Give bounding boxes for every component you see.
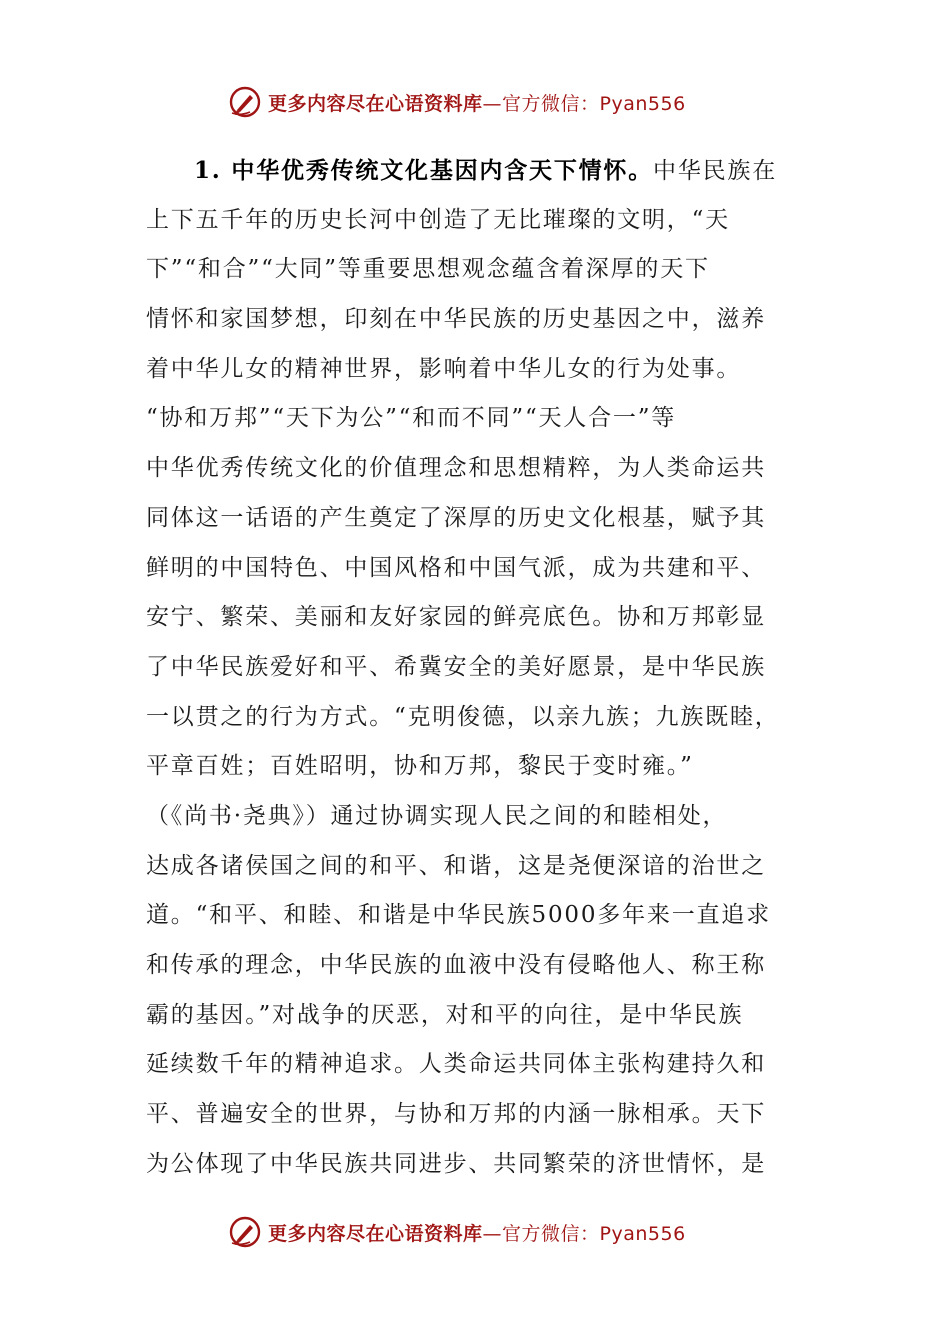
pen-seal-logo-icon — [228, 85, 262, 119]
text-line: 延续数千年的精神追求。人类命运共同体主张构建持久和 — [146, 1051, 766, 1078]
pen-seal-logo-icon — [228, 1215, 262, 1249]
text-line: 下”“和合”“大同”等重要思想观念蕴含着深厚的天下 — [146, 256, 710, 283]
text-line: 为公体现了中华民族共同进步、共同繁荣的济世情怀，是 — [146, 1150, 766, 1177]
document-body — [146, 146, 806, 1189]
banner-text — [268, 89, 686, 116]
text-line: 鲜明的中国特色、中国风格和中国气派，成为共建和平、 — [146, 554, 766, 581]
text-line: 平、普遍安全的世界，与协和万邦的内涵一脉相承。天下 — [146, 1101, 766, 1128]
banner-rest: —官方微信：Pyan556 — [482, 1222, 686, 1245]
text-line: 上下五千年的历史长河中创造了无比璀璨的文明，“天 — [146, 206, 730, 233]
text-line: （《尚书·尧典》）通过协调实现人民之间的和睦相处， — [146, 802, 728, 829]
header-banner — [228, 84, 686, 120]
text-line: 了中华民族爱好和平、希冀安全的美好愿景，是中华民族 — [146, 653, 766, 680]
text-line: 安宁、繁荣、美丽和友好家园的鲜亮底色。协和万邦彰显 — [146, 604, 766, 631]
banner-lead: 更多内容尽在心语资料库 — [268, 1222, 483, 1245]
banner-lead: 更多内容尽在心语资料库 — [268, 92, 483, 115]
section-heading: 1. 中华优秀传统文化基因内含天下情怀。 — [194, 157, 654, 184]
text-line: 一以贯之的行为方式。“克明俊德，以亲九族；九族既睦， — [146, 703, 780, 730]
text-line: 着中华儿女的精神世界，影响着中华儿女的行为处事。 — [146, 355, 742, 382]
text-line: 平章百姓；百姓昭明，协和万邦，黎民于变时雍。” — [146, 753, 694, 780]
text-line: 道。“和平、和睦、和谐是中华民族5000多年来一直追求 — [146, 902, 771, 929]
text-line — [146, 146, 806, 196]
banner-text — [268, 1219, 686, 1246]
text-line: 同体这一话语的产生奠定了深厚的历史文化根基，赋予其 — [146, 504, 766, 531]
footer-banner — [228, 1214, 686, 1250]
text-line: 霸的基因。”对战争的厌恶，对和平的向往，是中华民族 — [146, 1001, 744, 1028]
banner-rest: —官方微信：Pyan556 — [482, 92, 686, 115]
heading-line-rest: 中华民族在 — [653, 158, 778, 184]
text-line: 达成各诸侯国之间的和平、和谐，这是尧便深谙的治世之 — [146, 852, 766, 879]
text-line: 中华优秀传统文化的价值理念和思想精粹，为人类命运共 — [146, 455, 766, 482]
text-line: 和传承的理念，中华民族的血液中没有侵略他人、称王称 — [146, 952, 766, 978]
text-line: 情怀和家国梦想，印刻在中华民族的历史基因之中，滋养 — [146, 306, 766, 333]
text-line: “协和万邦”“天下为公”“和而不同”“天人合一”等 — [146, 405, 677, 432]
